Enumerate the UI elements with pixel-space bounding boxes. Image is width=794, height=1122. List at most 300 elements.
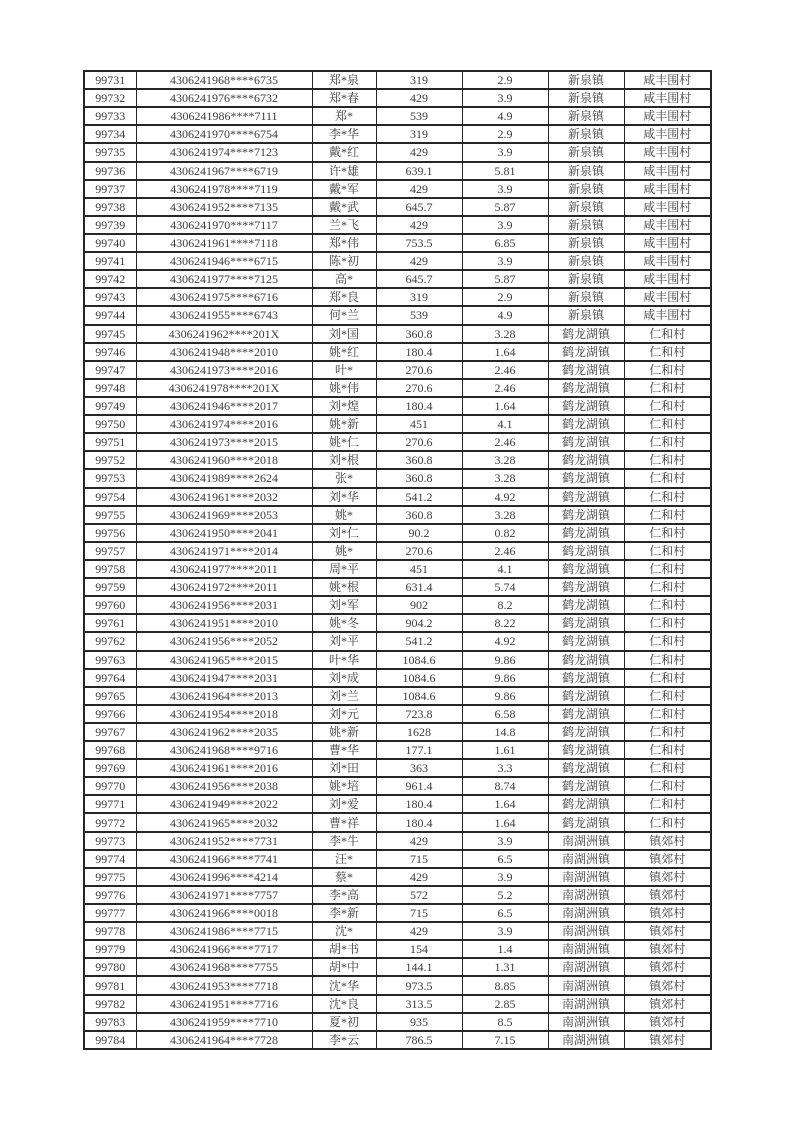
cell-town: 新泉镇 — [548, 288, 624, 306]
cell-village: 仁和村 — [624, 759, 711, 777]
table-row — [84, 143, 711, 161]
cell-id-number-masked: 4306241966****7741 — [136, 850, 312, 868]
cell-amount: 541.2 — [376, 632, 462, 650]
cell-serial-no: 99736 — [84, 162, 136, 180]
cell-amount: 360.8 — [376, 451, 462, 469]
cell-town: 鹤龙湖镇 — [548, 723, 624, 741]
cell-serial-no: 99775 — [84, 868, 136, 886]
cell-town: 鹤龙湖镇 — [548, 325, 624, 343]
cell-town: 南湖洲镇 — [548, 1031, 624, 1049]
cell-name-masked: 李*云 — [312, 1031, 376, 1049]
cell-id-number-masked: 4306241966****7717 — [136, 940, 312, 958]
cell-amount: 539 — [376, 107, 462, 125]
cell-amount-secondary: 3.28 — [462, 325, 548, 343]
cell-village: 仁和村 — [624, 777, 711, 795]
cell-serial-no: 99744 — [84, 306, 136, 324]
cell-amount-secondary: 6.5 — [462, 904, 548, 922]
cell-town: 南湖洲镇 — [548, 976, 624, 994]
cell-serial-no: 99754 — [84, 488, 136, 506]
table-row — [84, 343, 711, 361]
cell-serial-no: 99761 — [84, 614, 136, 632]
cell-amount-secondary: 8.22 — [462, 614, 548, 632]
table-row — [84, 651, 711, 669]
cell-name-masked: 沈*良 — [312, 995, 376, 1013]
cell-village: 仁和村 — [624, 614, 711, 632]
cell-amount-secondary: 8.85 — [462, 976, 548, 994]
table-row — [84, 669, 711, 687]
table-row — [84, 180, 711, 198]
cell-name-masked: 姚*新 — [312, 415, 376, 433]
table-row — [84, 1031, 711, 1049]
cell-village: 镇郊村 — [624, 850, 711, 868]
cell-town: 南湖洲镇 — [548, 886, 624, 904]
cell-amount-secondary: 2.46 — [462, 433, 548, 451]
cell-town: 鹤龙湖镇 — [548, 397, 624, 415]
cell-amount: 429 — [376, 216, 462, 234]
cell-serial-no: 99747 — [84, 361, 136, 379]
cell-name-masked: 郑*春 — [312, 89, 376, 107]
cell-serial-no: 99764 — [84, 669, 136, 687]
cell-village: 镇郊村 — [624, 995, 711, 1013]
cell-village: 咸丰围村 — [624, 89, 711, 107]
cell-id-number-masked: 4306241950****2041 — [136, 524, 312, 542]
cell-id-number-masked: 4306241948****2010 — [136, 343, 312, 361]
cell-id-number-masked: 4306241946****2017 — [136, 397, 312, 415]
cell-amount-secondary: 3.9 — [462, 216, 548, 234]
cell-amount-secondary: 2.9 — [462, 71, 548, 89]
cell-name-masked: 曹*祥 — [312, 813, 376, 831]
cell-name-masked: 沈*华 — [312, 976, 376, 994]
cell-village: 仁和村 — [624, 488, 711, 506]
cell-town: 南湖洲镇 — [548, 832, 624, 850]
cell-village: 仁和村 — [624, 506, 711, 524]
cell-amount-secondary: 3.9 — [462, 89, 548, 107]
table-row — [84, 940, 711, 958]
cell-name-masked: 李*华 — [312, 125, 376, 143]
cell-id-number-masked: 4306241974****7123 — [136, 143, 312, 161]
cell-amount-secondary: 9.86 — [462, 669, 548, 687]
table-row — [84, 614, 711, 632]
cell-name-masked: 刘*根 — [312, 451, 376, 469]
cell-amount-secondary: 4.1 — [462, 560, 548, 578]
cell-amount: 639.1 — [376, 162, 462, 180]
cell-amount: 319 — [376, 288, 462, 306]
table-row — [84, 125, 711, 143]
cell-serial-no: 99760 — [84, 596, 136, 614]
cell-town: 鹤龙湖镇 — [548, 813, 624, 831]
cell-serial-no: 99753 — [84, 469, 136, 487]
cell-amount-secondary: 3.28 — [462, 506, 548, 524]
cell-village: 仁和村 — [624, 451, 711, 469]
cell-amount-secondary: 2.46 — [462, 379, 548, 397]
cell-amount-secondary: 5.87 — [462, 270, 548, 288]
cell-name-masked: 郑*泉 — [312, 71, 376, 89]
cell-amount-secondary: 2.9 — [462, 288, 548, 306]
cell-town: 新泉镇 — [548, 71, 624, 89]
cell-serial-no: 99752 — [84, 451, 136, 469]
cell-name-masked: 姚*根 — [312, 578, 376, 596]
cell-serial-no: 99735 — [84, 143, 136, 161]
cell-name-masked: 刘*仁 — [312, 524, 376, 542]
cell-village: 镇郊村 — [624, 1013, 711, 1031]
cell-serial-no: 99781 — [84, 976, 136, 994]
cell-amount: 313.5 — [376, 995, 462, 1013]
cell-id-number-masked: 4306241973****2016 — [136, 361, 312, 379]
table-row — [84, 252, 711, 270]
cell-amount-secondary: 6.58 — [462, 705, 548, 723]
cell-amount: 180.4 — [376, 343, 462, 361]
cell-id-number-masked: 4306241975****6716 — [136, 288, 312, 306]
cell-id-number-masked: 4306241989****2624 — [136, 469, 312, 487]
cell-amount: 180.4 — [376, 813, 462, 831]
cell-id-number-masked: 4306241970****7117 — [136, 216, 312, 234]
cell-village: 咸丰围村 — [624, 306, 711, 324]
table-body — [84, 71, 711, 1049]
cell-amount: 319 — [376, 71, 462, 89]
cell-name-masked: 郑*良 — [312, 288, 376, 306]
cell-serial-no: 99741 — [84, 252, 136, 270]
cell-name-masked: 刘*爱 — [312, 795, 376, 813]
cell-amount: 539 — [376, 306, 462, 324]
cell-name-masked: 蔡* — [312, 868, 376, 886]
cell-name-masked: 许*雄 — [312, 162, 376, 180]
cell-village: 仁和村 — [624, 741, 711, 759]
table-row — [84, 397, 711, 415]
cell-village: 仁和村 — [624, 813, 711, 831]
table-row — [84, 270, 711, 288]
cell-amount-secondary: 1.31 — [462, 958, 548, 976]
cell-town: 鹤龙湖镇 — [548, 379, 624, 397]
cell-town: 鹤龙湖镇 — [548, 524, 624, 542]
cell-amount-secondary: 3.9 — [462, 252, 548, 270]
cell-serial-no: 99732 — [84, 89, 136, 107]
cell-village: 镇郊村 — [624, 958, 711, 976]
cell-id-number-masked: 4306241965****2015 — [136, 651, 312, 669]
cell-name-masked: 李*高 — [312, 886, 376, 904]
cell-amount-secondary: 2.46 — [462, 361, 548, 379]
cell-amount-secondary: 5.74 — [462, 578, 548, 596]
cell-village: 仁和村 — [624, 397, 711, 415]
table-row — [84, 379, 711, 397]
cell-serial-no: 99750 — [84, 415, 136, 433]
cell-village: 镇郊村 — [624, 868, 711, 886]
cell-name-masked: 郑* — [312, 107, 376, 125]
cell-amount-secondary: 3.28 — [462, 451, 548, 469]
cell-name-masked: 戴*武 — [312, 198, 376, 216]
cell-amount: 429 — [376, 252, 462, 270]
cell-serial-no: 99740 — [84, 234, 136, 252]
cell-id-number-masked: 4306241978****201X — [136, 379, 312, 397]
cell-town: 鹤龙湖镇 — [548, 614, 624, 632]
cell-id-number-masked: 4306241970****6754 — [136, 125, 312, 143]
cell-town: 新泉镇 — [548, 180, 624, 198]
cell-amount-secondary: 3.9 — [462, 868, 548, 886]
cell-serial-no: 99739 — [84, 216, 136, 234]
cell-serial-no: 99782 — [84, 995, 136, 1013]
table-row — [84, 886, 711, 904]
cell-village: 仁和村 — [624, 361, 711, 379]
table-row — [84, 868, 711, 886]
cell-name-masked: 戴*红 — [312, 143, 376, 161]
cell-village: 仁和村 — [624, 379, 711, 397]
table-row — [84, 976, 711, 994]
cell-amount: 572 — [376, 886, 462, 904]
cell-name-masked: 李*新 — [312, 904, 376, 922]
cell-id-number-masked: 4306241951****2010 — [136, 614, 312, 632]
cell-town: 鹤龙湖镇 — [548, 488, 624, 506]
cell-id-number-masked: 4306241968****7755 — [136, 958, 312, 976]
cell-town: 鹤龙湖镇 — [548, 777, 624, 795]
cell-serial-no: 99758 — [84, 560, 136, 578]
cell-village: 仁和村 — [624, 325, 711, 343]
cell-amount: 360.8 — [376, 469, 462, 487]
table-row — [84, 542, 711, 560]
cell-amount: 902 — [376, 596, 462, 614]
cell-id-number-masked: 4306241977****7125 — [136, 270, 312, 288]
cell-amount-secondary: 9.86 — [462, 651, 548, 669]
cell-amount: 451 — [376, 560, 462, 578]
cell-id-number-masked: 4306241978****7119 — [136, 180, 312, 198]
cell-amount: 270.6 — [376, 379, 462, 397]
cell-id-number-masked: 4306241956****2031 — [136, 596, 312, 614]
cell-amount-secondary: 8.74 — [462, 777, 548, 795]
cell-id-number-masked: 4306241956****2038 — [136, 777, 312, 795]
cell-amount: 786.5 — [376, 1031, 462, 1049]
cell-id-number-masked: 4306241996****4214 — [136, 868, 312, 886]
cell-village: 仁和村 — [624, 469, 711, 487]
cell-amount: 270.6 — [376, 542, 462, 560]
cell-name-masked: 姚*培 — [312, 777, 376, 795]
cell-village: 仁和村 — [624, 632, 711, 650]
cell-name-masked: 刘*华 — [312, 488, 376, 506]
cell-id-number-masked: 4306241962****201X — [136, 325, 312, 343]
cell-village: 镇郊村 — [624, 976, 711, 994]
cell-amount-secondary: 2.46 — [462, 542, 548, 560]
table-row — [84, 506, 711, 524]
cell-village: 咸丰围村 — [624, 288, 711, 306]
cell-village: 咸丰围村 — [624, 143, 711, 161]
cell-town: 鹤龙湖镇 — [548, 795, 624, 813]
table-row — [84, 415, 711, 433]
cell-id-number-masked: 4306241959****7710 — [136, 1013, 312, 1031]
table-row — [84, 995, 711, 1013]
cell-name-masked: 胡*中 — [312, 958, 376, 976]
cell-amount: 904.2 — [376, 614, 462, 632]
table-row — [84, 288, 711, 306]
cell-town: 南湖洲镇 — [548, 1013, 624, 1031]
cell-serial-no: 99784 — [84, 1031, 136, 1049]
cell-id-number-masked: 4306241968****9716 — [136, 741, 312, 759]
cell-amount: 541.2 — [376, 488, 462, 506]
cell-serial-no: 99748 — [84, 379, 136, 397]
cell-name-masked: 姚* — [312, 542, 376, 560]
cell-amount: 723.8 — [376, 705, 462, 723]
cell-village: 仁和村 — [624, 687, 711, 705]
cell-name-masked: 姚*新 — [312, 723, 376, 741]
cell-village: 仁和村 — [624, 723, 711, 741]
cell-amount-secondary: 8.2 — [462, 596, 548, 614]
beneficiary-table — [83, 70, 712, 1050]
cell-serial-no: 99778 — [84, 922, 136, 940]
cell-village: 仁和村 — [624, 560, 711, 578]
cell-serial-no: 99759 — [84, 578, 136, 596]
cell-amount: 715 — [376, 904, 462, 922]
table-row — [84, 71, 711, 89]
cell-name-masked: 刘*平 — [312, 632, 376, 650]
cell-village: 镇郊村 — [624, 886, 711, 904]
cell-name-masked: 刘*兰 — [312, 687, 376, 705]
cell-amount: 429 — [376, 832, 462, 850]
cell-serial-no: 99751 — [84, 433, 136, 451]
cell-serial-no: 99779 — [84, 940, 136, 958]
table-row — [84, 741, 711, 759]
cell-id-number-masked: 4306241976****6732 — [136, 89, 312, 107]
cell-town: 鹤龙湖镇 — [548, 741, 624, 759]
cell-amount-secondary: 6.85 — [462, 234, 548, 252]
cell-village: 镇郊村 — [624, 1031, 711, 1049]
table-row — [84, 524, 711, 542]
cell-id-number-masked: 4306241954****2018 — [136, 705, 312, 723]
cell-village: 仁和村 — [624, 651, 711, 669]
cell-amount-secondary: 1.64 — [462, 343, 548, 361]
cell-serial-no: 99749 — [84, 397, 136, 415]
table-row — [84, 759, 711, 777]
cell-serial-no: 99780 — [84, 958, 136, 976]
cell-town: 南湖洲镇 — [548, 868, 624, 886]
cell-town: 新泉镇 — [548, 306, 624, 324]
table-row — [84, 723, 711, 741]
cell-serial-no: 99742 — [84, 270, 136, 288]
table-row — [84, 705, 711, 723]
cell-amount: 90.2 — [376, 524, 462, 542]
cell-amount-secondary: 5.2 — [462, 886, 548, 904]
cell-name-masked: 兰*飞 — [312, 216, 376, 234]
table-row — [84, 107, 711, 125]
cell-town: 鹤龙湖镇 — [548, 651, 624, 669]
cell-amount-secondary: 3.9 — [462, 922, 548, 940]
cell-id-number-masked: 4306241949****2022 — [136, 795, 312, 813]
cell-id-number-masked: 4306241971****7757 — [136, 886, 312, 904]
cell-amount-secondary: 5.81 — [462, 162, 548, 180]
table-row — [84, 632, 711, 650]
cell-serial-no: 99733 — [84, 107, 136, 125]
cell-village: 咸丰围村 — [624, 198, 711, 216]
cell-serial-no: 99776 — [84, 886, 136, 904]
cell-amount-secondary: 0.82 — [462, 524, 548, 542]
cell-village: 仁和村 — [624, 596, 711, 614]
cell-amount-secondary: 8.5 — [462, 1013, 548, 1031]
cell-village: 咸丰围村 — [624, 270, 711, 288]
cell-id-number-masked: 4306241964****2013 — [136, 687, 312, 705]
cell-name-masked: 郑*伟 — [312, 234, 376, 252]
cell-town: 南湖洲镇 — [548, 958, 624, 976]
cell-id-number-masked: 4306241972****2011 — [136, 578, 312, 596]
cell-name-masked: 胡*书 — [312, 940, 376, 958]
cell-amount: 154 — [376, 940, 462, 958]
cell-town: 新泉镇 — [548, 270, 624, 288]
cell-amount: 753.5 — [376, 234, 462, 252]
cell-serial-no: 99771 — [84, 795, 136, 813]
cell-town: 鹤龙湖镇 — [548, 560, 624, 578]
cell-id-number-masked: 4306241952****7731 — [136, 832, 312, 850]
cell-village: 仁和村 — [624, 415, 711, 433]
cell-serial-no: 99738 — [84, 198, 136, 216]
table-row — [84, 922, 711, 940]
table-row — [84, 198, 711, 216]
cell-amount-secondary: 4.9 — [462, 107, 548, 125]
cell-name-masked: 刘*煌 — [312, 397, 376, 415]
cell-id-number-masked: 4306241965****2032 — [136, 813, 312, 831]
cell-name-masked: 夏*初 — [312, 1013, 376, 1031]
cell-town: 南湖洲镇 — [548, 995, 624, 1013]
cell-town: 鹤龙湖镇 — [548, 669, 624, 687]
cell-amount: 631.4 — [376, 578, 462, 596]
cell-name-masked: 叶* — [312, 361, 376, 379]
cell-village: 仁和村 — [624, 578, 711, 596]
table-row — [84, 578, 711, 596]
table-row — [84, 433, 711, 451]
cell-village: 咸丰围村 — [624, 252, 711, 270]
table-row — [84, 832, 711, 850]
cell-name-masked: 刘*成 — [312, 669, 376, 687]
cell-village: 仁和村 — [624, 795, 711, 813]
cell-id-number-masked: 4306241974****2016 — [136, 415, 312, 433]
cell-name-masked: 刘*军 — [312, 596, 376, 614]
cell-name-masked: 姚*红 — [312, 343, 376, 361]
cell-town: 新泉镇 — [548, 234, 624, 252]
cell-amount: 360.8 — [376, 506, 462, 524]
cell-name-masked: 高* — [312, 270, 376, 288]
cell-id-number-masked: 4306241971****2014 — [136, 542, 312, 560]
cell-village: 咸丰围村 — [624, 162, 711, 180]
cell-town: 南湖洲镇 — [548, 940, 624, 958]
cell-name-masked: 张* — [312, 469, 376, 487]
cell-village: 仁和村 — [624, 524, 711, 542]
cell-serial-no: 99772 — [84, 813, 136, 831]
cell-town: 鹤龙湖镇 — [548, 596, 624, 614]
table-row — [84, 488, 711, 506]
cell-id-number-masked: 4306241969****2053 — [136, 506, 312, 524]
cell-town: 鹤龙湖镇 — [548, 506, 624, 524]
cell-town: 鹤龙湖镇 — [548, 361, 624, 379]
cell-id-number-masked: 4306241951****7716 — [136, 995, 312, 1013]
table-row — [84, 306, 711, 324]
cell-town: 鹤龙湖镇 — [548, 415, 624, 433]
cell-name-masked: 刘*元 — [312, 705, 376, 723]
cell-amount-secondary: 3.9 — [462, 143, 548, 161]
cell-name-masked: 何*兰 — [312, 306, 376, 324]
cell-amount-secondary: 1.4 — [462, 940, 548, 958]
cell-id-number-masked: 4306241955****6743 — [136, 306, 312, 324]
cell-serial-no: 99770 — [84, 777, 136, 795]
cell-town: 新泉镇 — [548, 252, 624, 270]
cell-serial-no: 99767 — [84, 723, 136, 741]
cell-name-masked: 汪* — [312, 850, 376, 868]
cell-town: 新泉镇 — [548, 216, 624, 234]
cell-amount-secondary: 1.64 — [462, 813, 548, 831]
table-row — [84, 596, 711, 614]
cell-village: 咸丰围村 — [624, 180, 711, 198]
cell-amount: 429 — [376, 868, 462, 886]
cell-id-number-masked: 4306241946****6715 — [136, 252, 312, 270]
table-row — [84, 325, 711, 343]
cell-name-masked: 姚* — [312, 506, 376, 524]
cell-id-number-masked: 4306241962****2035 — [136, 723, 312, 741]
cell-name-masked: 沈* — [312, 922, 376, 940]
cell-town: 鹤龙湖镇 — [548, 343, 624, 361]
cell-amount-secondary: 3.28 — [462, 469, 548, 487]
table-row — [84, 795, 711, 813]
